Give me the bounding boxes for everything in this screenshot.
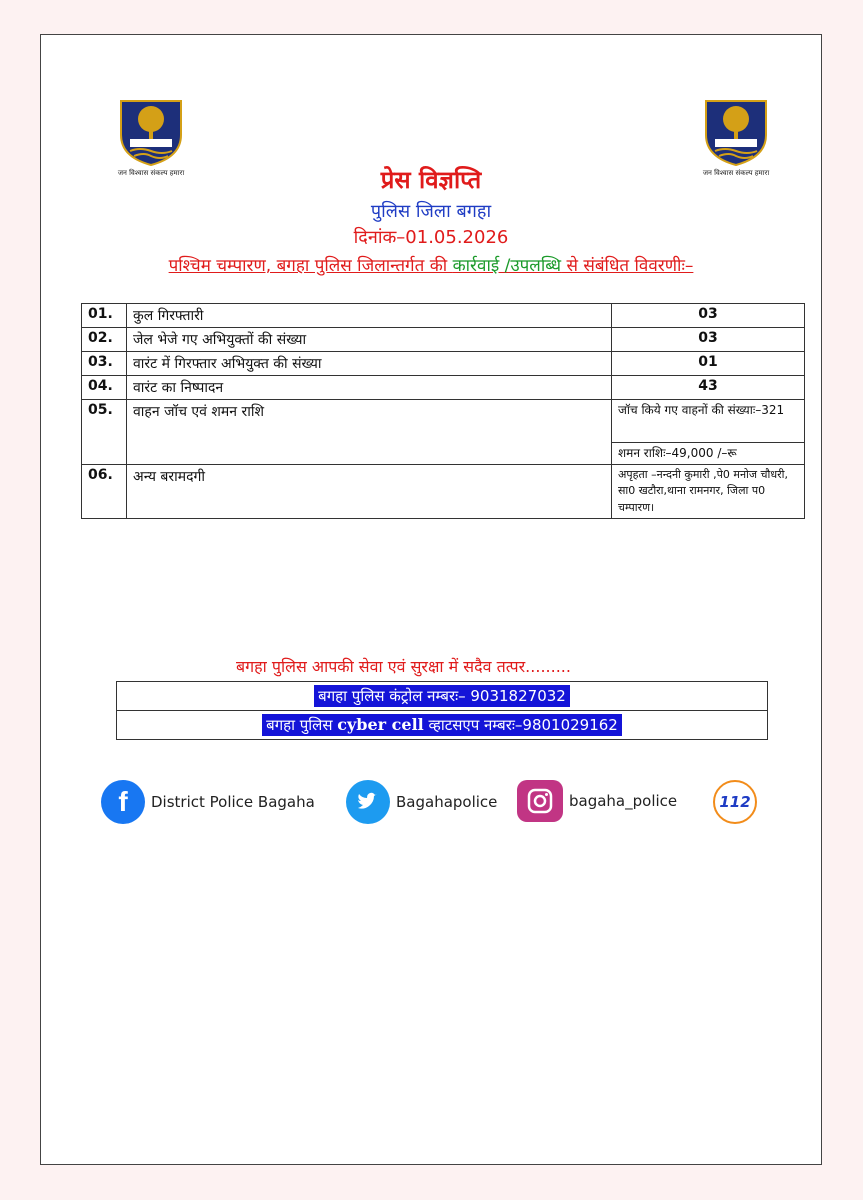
social-media-bar bbox=[41, 780, 821, 830]
subtitle-part-3: से संबंधित विवरणीः– bbox=[561, 256, 694, 276]
row-value: 43 bbox=[612, 376, 805, 400]
row-number: 02. bbox=[82, 328, 127, 352]
subtitle-part-1: पश्चिम चम्पारण, बगहा पुलिस जिलान्तर्गत की bbox=[168, 256, 453, 276]
row-value: 01 bbox=[612, 352, 805, 376]
press-release-title: प्रेस विज्ञप्ति bbox=[380, 166, 482, 194]
row-description: वाहन जॉच एवं शमन राशि bbox=[127, 400, 612, 465]
logo-motto: जन विश्वास संकल्प हमारा bbox=[117, 169, 185, 177]
table-row bbox=[82, 376, 805, 400]
subtitle-part-2: कार्रवाई /उपलब्धि bbox=[452, 256, 562, 276]
table-row bbox=[117, 682, 768, 711]
row-value: 03 bbox=[612, 328, 805, 352]
action-summary-table bbox=[81, 303, 805, 519]
instagram-label: bagaha_police bbox=[569, 792, 678, 810]
facebook-link[interactable] bbox=[101, 780, 315, 824]
row-number: 03. bbox=[82, 352, 127, 376]
row-description: वारंट में गिरफ्तार अभियुक्त की संख्या bbox=[127, 352, 612, 376]
row-value: 03 bbox=[612, 304, 805, 328]
twitter-link[interactable] bbox=[346, 780, 497, 824]
police-slogan: बगहा पुलिस आपकी सेवा एवं सुरक्षा में सदैव तत्पर......... bbox=[236, 657, 571, 676]
row-number: 05. bbox=[82, 400, 127, 465]
twitter-icon bbox=[346, 780, 390, 824]
cyber-mid: cyber cell bbox=[337, 715, 424, 734]
cyber-post: व्हाटसएप नम्बरः–9801029162 bbox=[423, 716, 618, 734]
table-row bbox=[117, 711, 768, 740]
instagram-link[interactable] bbox=[517, 780, 677, 822]
cyber-cell-number bbox=[262, 714, 622, 736]
table-row bbox=[82, 328, 805, 352]
instagram-icon bbox=[517, 780, 563, 822]
table-row bbox=[82, 464, 805, 519]
table-row bbox=[82, 304, 805, 328]
facebook-icon: f bbox=[101, 780, 145, 824]
cyber-pre: बगहा पुलिस bbox=[266, 716, 338, 734]
press-release-page bbox=[40, 34, 822, 1165]
control-room-number: बगहा पुलिस कंट्रोल नम्बरः– 9031827032 bbox=[314, 685, 570, 707]
table-row bbox=[82, 352, 805, 376]
row-description: कुल गिरफ्तारी bbox=[127, 304, 612, 328]
district-name: पुलिस जिला बगहा bbox=[370, 201, 492, 222]
logo-motto: जन विश्वास संकल्प हमारा bbox=[702, 169, 770, 177]
row-description: जेल भेजे गए अभियुक्तों की संख्या bbox=[127, 328, 612, 352]
twitter-label: Bagahapolice bbox=[396, 793, 498, 811]
fine-amount: शमन राशिः–49,000 /–रू bbox=[612, 443, 805, 465]
table-row bbox=[82, 400, 805, 443]
emergency-112-link[interactable] bbox=[713, 780, 763, 824]
police-emblem-icon bbox=[116, 97, 186, 167]
police-emblem-icon bbox=[701, 97, 771, 167]
facebook-label: District Police Bagaha bbox=[151, 793, 315, 811]
row-description: वारंट का निष्पादन bbox=[127, 376, 612, 400]
report-subtitle bbox=[41, 253, 821, 276]
vehicle-check-count: जॉच किये गए वाहनों की संख्याः–321 bbox=[612, 400, 805, 443]
release-date: दिनांक–01.05.2026 bbox=[353, 227, 509, 248]
row-value: अपृहता –नन्दनी कुमारी ,पे0 मनोज चौधरी, सा0 खटौरा,थाना रामनगर, जिला प0 चम्पारण। bbox=[612, 464, 805, 519]
emergency-112-icon: 112 bbox=[713, 780, 757, 824]
row-number: 04. bbox=[82, 376, 127, 400]
row-description: अन्य बरामदगी bbox=[127, 464, 612, 519]
contact-table bbox=[116, 681, 768, 740]
row-number: 06. bbox=[82, 464, 127, 519]
row-number: 01. bbox=[82, 304, 127, 328]
